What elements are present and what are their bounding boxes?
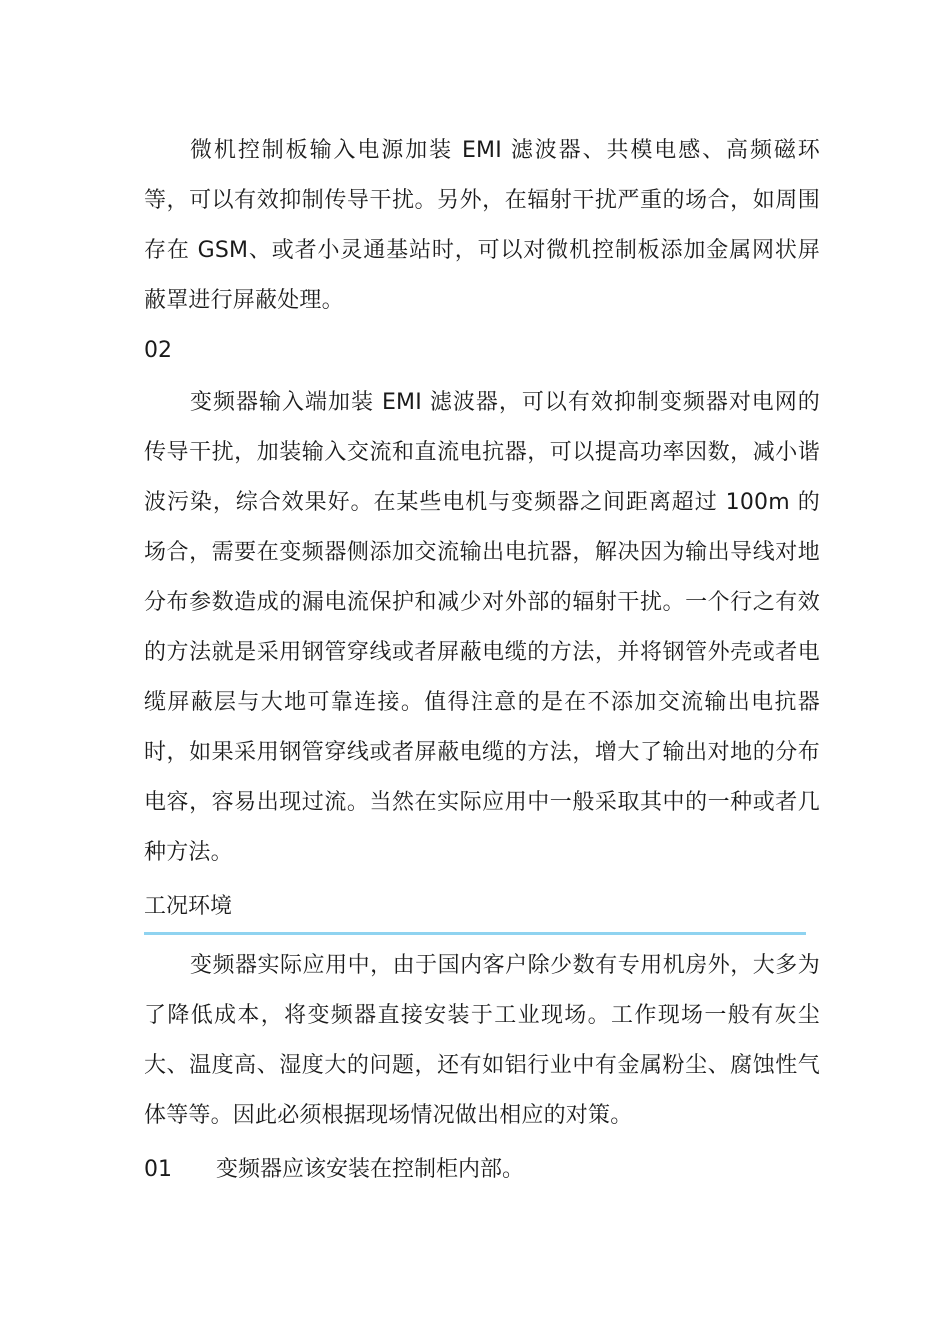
list-item-01 [144,1145,820,1195]
section-heading-working-environment: 工况环境 [144,894,233,919]
list-item-number: 01 [144,1157,172,1182]
list-item-text: 变频器应该安装在控制柜内部。 [216,1157,525,1182]
document-body [144,126,820,1195]
paragraph-inverter-emi-filter: 变频器输入端加装 EMI 滤波器，可以有效抑制变频器对电网的传导干扰，加装输入交流和直流电抗器，可以提高功率因数，减小谐波污染，综合效果好。在某些电机与变频器之间距离超过 100m 的场合，需要在变频器侧添加交流输出电抗器，解决因为输出导线对地分布参数造成的漏电流保护和减少对外部的辐射干扰。一个行之有效的方法就是采用钢管穿线或者屏蔽电缆的方法，并将钢管外壳或者电缆屏蔽层与大地可靠连接。值得注意的是在不添加交流输出电抗器时，如果采用钢管穿线或者屏蔽电缆的方法，增大了输出对地的分布电容，容易出现过流。当然在实际应用中一般采取其中的一种或者几种方法。 [144,390,820,865]
heading-underline-divider [144,932,806,935]
paragraph-emi-control-board: 微机控制板输入电源加装 EMI 滤波器、共模电感、高频磁环等，可以有效抑制传导干扰。另外，在辐射干扰严重的场合，如周围存在 GSM、或者小灵通基站时，可以对微机控制板添加金属网状屏蔽罩进行屏蔽处理。 [144,138,820,313]
section-number-02: 02 [144,338,172,363]
paragraph-installation-environment: 变频器实际应用中，由于国内客户除少数有专用机房外，大多为了降低成本，将变频器直接安装于工业现场。工作现场一般有灰尘大、温度高、湿度大的问题，还有如铝行业中有金属粉尘、腐蚀性气体等等。因此必须根据现场情况做出相应的对策。 [144,953,820,1128]
